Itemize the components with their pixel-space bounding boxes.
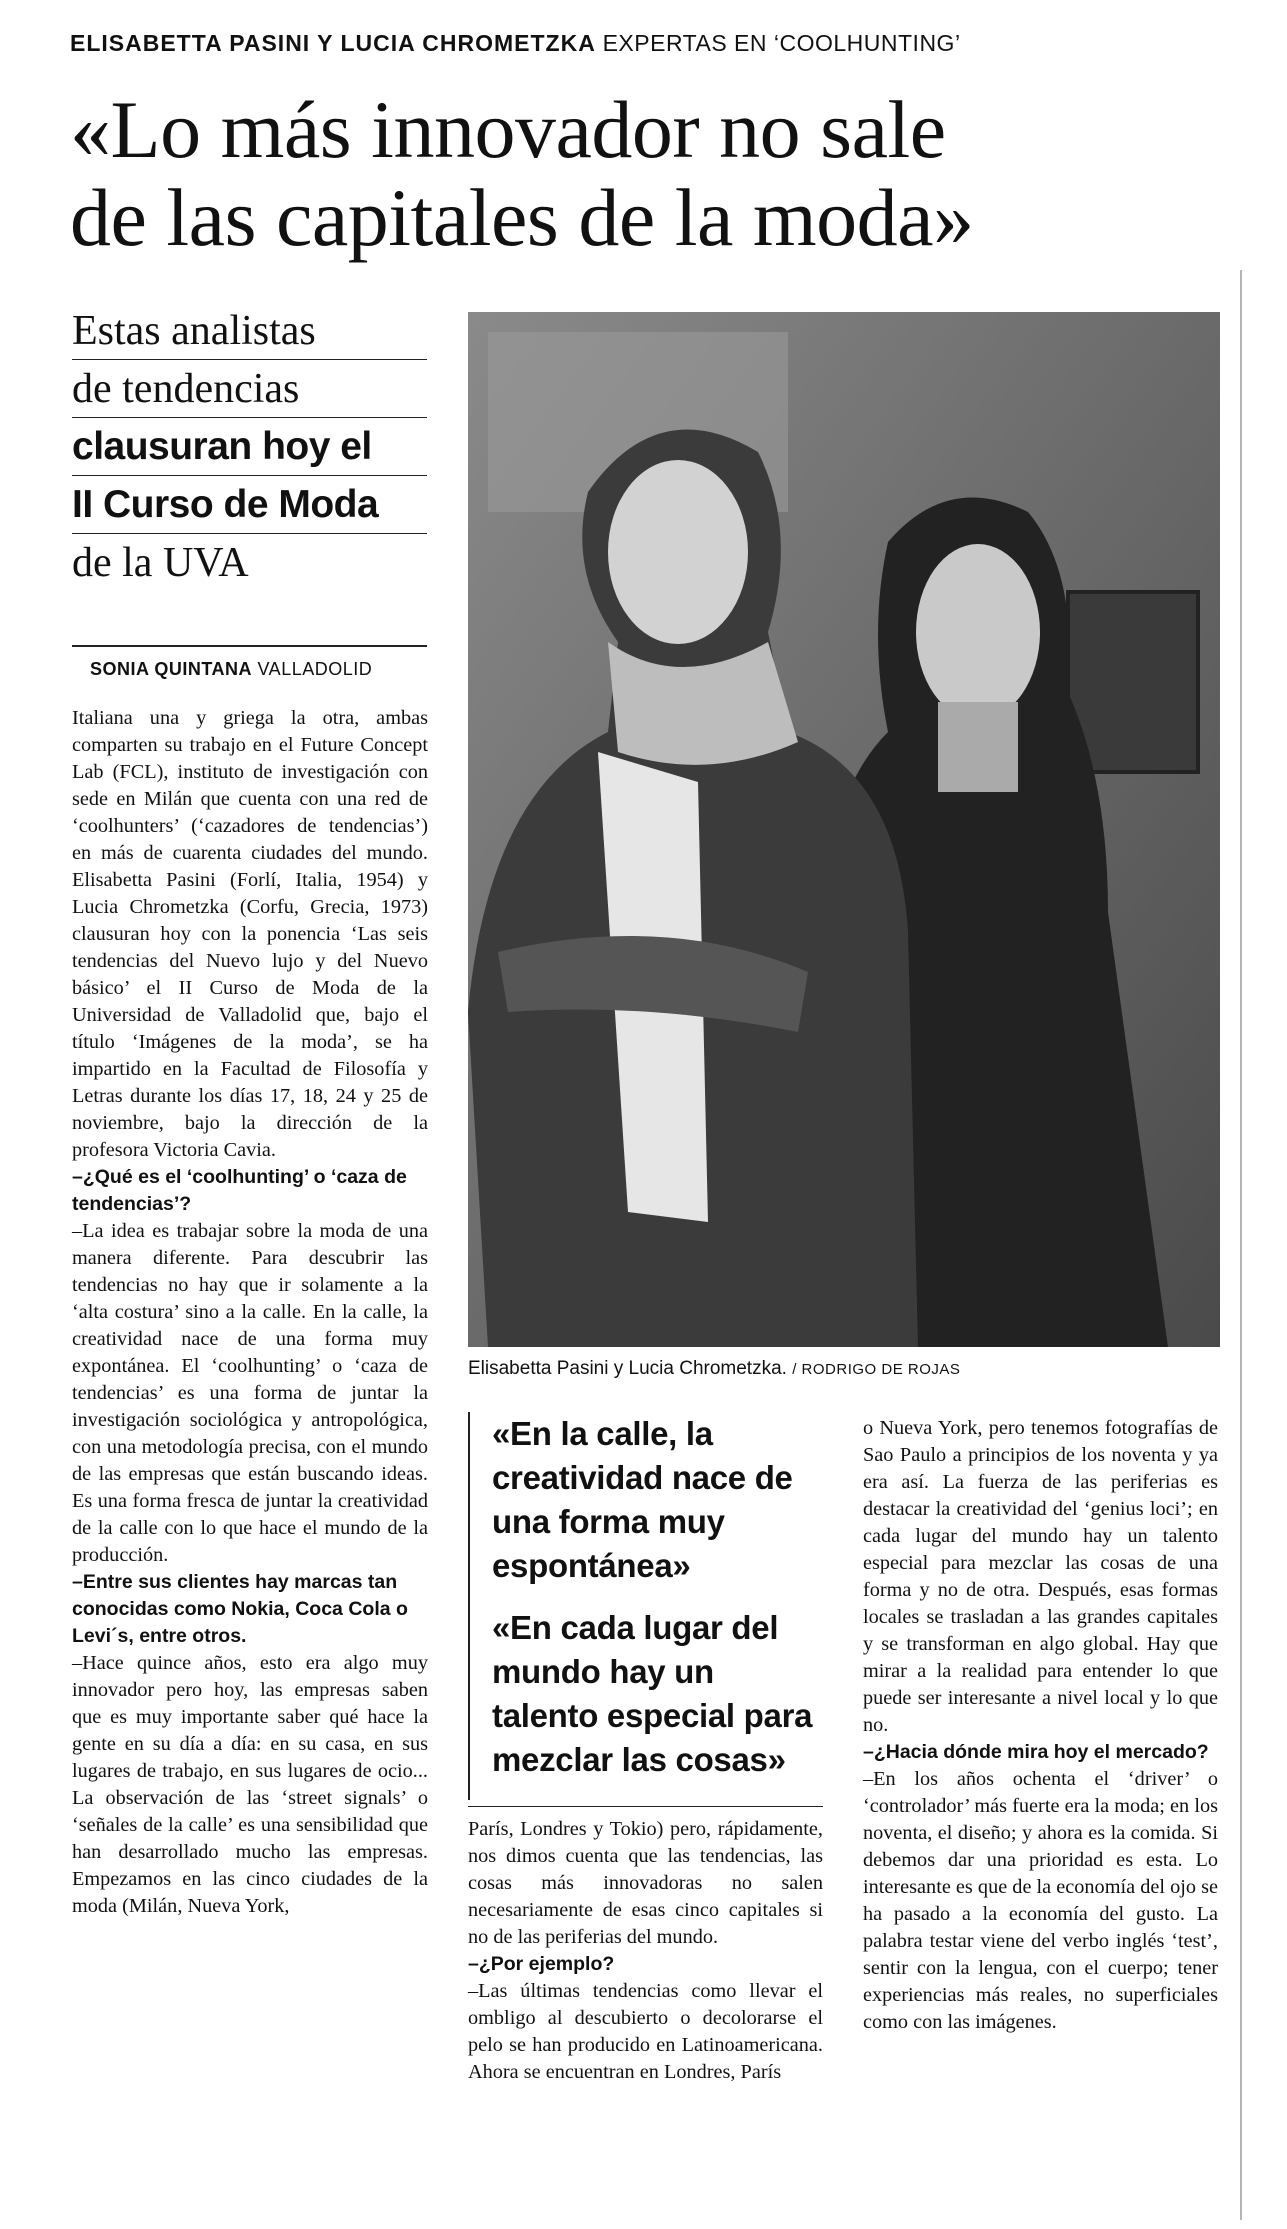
interview-answer: –Las últimas tendencias como llevar el ombligo al descubierto o decolorarse el pelo se han producido en Latinoamericana. Ahora se encuentran en Londres, París [468, 1980, 823, 2083]
interview-answer: –Hace quince años, esto era algo muy innovador pero hoy, las empresas saben que es muy importante saber qué hace la gente en su día a día: en su casa, en sus lugares de trabajo, en sus lugares de ocio... La observación de las ‘street signals’ o ‘señales de la calle’ es una sensibilidad que han desarrollado mucho las empresas. Empezamos en las cinco ciudades de la moda (Milán, Nueva York, [72, 1652, 428, 1917]
byline [72, 645, 427, 680]
interview-answer: –En los años ochenta el ‘driver’ o ‘controlador’ más fuerte era la moda; en los noventa, el diseño; y ahora es la comida. Si debemos dar una prioridad es esta. Lo interesante es que de la economía del ojo se ha pasado a la economía del gusto. La palabra testar viene del verbo inglés ‘test’, sentir con la lengua, con el cuerpo; tener experiencias más reales, no superficiales como con las imágenes. [863, 1768, 1218, 2033]
deck-line: Estas analistas [72, 302, 427, 360]
byline-location: VALLADOLID [257, 659, 373, 679]
deck-line: de la UVA [72, 540, 249, 586]
interview-answer: París, Londres y Tokio) pero, rápidamente, nos dimos cuenta que las tendencias, las cosas más innovadoras no salen necesariamente de esas cinco capitales si no de las periferias del mundo. [468, 1818, 823, 1948]
interview-question: –¿Hacia dónde mira hoy el mercado? [863, 1741, 1209, 1763]
interviewee-role: EXPERTAS EN ‘COOLHUNTING’ [602, 30, 961, 56]
byline-author: SONIA QUINTANA [90, 659, 252, 679]
pull-quote: «En cada lugar del mundo hay un talento especial para mezclar las cosas» [492, 1609, 813, 1778]
headline-line-2: de las capitales de la moda» [70, 172, 974, 263]
interviewee-names: ELISABETTA PASINI Y LUCIA CHROMETZKA [70, 30, 596, 56]
intro-paragraph: Italiana una y griega la otra, ambas comparten su trabajo en el Future Concept Lab (FCL), instituto de investigación con sede en Milán que cuenta con una red de ‘coolhunters’ (‘cazadores de tendencias’) en más de cuarenta ciudades del mundo. Elisabetta Pasini (Forlí, Italia, 1954) y Lucia Chrometzka (Corfu, Grecia, 1973) clausuran hoy con la ponencia ‘Las seis tendencias del Nuevo lujo y del Nuevo básico’ el II Curso de Moda de la Universidad de Valladolid que, bajo el título ‘Imágenes de la moda’, se ha impartido en la Facultad de Filosofía y Letras durante los días 17, 18, 24 y 25 de noviembre, bajo la dirección de la profesora Victoria Cavia. [72, 707, 428, 1161]
deck-line: clausuran hoy el [72, 418, 427, 476]
headline-line-1: «Lo más innovador no sale [70, 84, 946, 175]
pull-quote: «En la calle, la creatividad nace de una forma muy espontánea» [492, 1415, 793, 1584]
deck-line: II Curso de Moda [72, 476, 427, 534]
article-kicker [70, 30, 1220, 57]
caption-text: Elisabetta Pasini y Lucia Chrometzka. [468, 1358, 787, 1379]
article-photo [468, 312, 1220, 1347]
photo-illustration [468, 312, 1220, 1347]
pull-quotes [468, 1412, 823, 1800]
interview-answer: o Nueva York, pero tenemos fotografías de Sao Paulo a principios de los noventa y ya era así. La fuerza de las periferias es destacar la creatividad del ‘genius loci’; en cada lugar del mundo hay un talento especial para mezclar las cosas de una forma y no de otra. Después, esas formas locales se trasladan a las grandes capitales y se transforman en algo global. Hay que mirar a la realidad para entender lo que puede ser interesante a nivel local y lo que no. [863, 1417, 1218, 1736]
page-edge-rule [1240, 270, 1242, 2220]
interview-question: –Entre sus clientes hay marcas tan conocidas como Nokia, Coca Cola o Levi´s, entre otros. [72, 1571, 408, 1647]
interview-answer: –La idea es trabajar sobre la moda de una manera diferente. Para descubrir las tendencias no hay que ir solamente a la ‘alta costura’ sino a la calle. En la calle, la creatividad nace de una forma muy expontánea. El ‘coolhunting’ o ‘caza de tendencias’ es una forma de juntar la investigación sociológica y antropológica, con una metodología precisa, con el mundo de las empresas que están buscando ideas. Es una forma fresca de juntar la creatividad de la calle con lo que hace el mundo de la producción. [72, 1220, 428, 1566]
interview-question: –¿Qué es el ‘coolhunting’ o ‘caza de tendencias’? [72, 1166, 407, 1215]
deck-line: de tendencias [72, 360, 427, 418]
subheadline-deck [72, 302, 427, 592]
interview-question: –¿Por ejemplo? [468, 1953, 615, 1975]
photo-credit: / RODRIGO DE ROJAS [792, 1361, 961, 1378]
photo-caption [468, 1358, 1220, 1380]
headline [70, 86, 1250, 262]
article-column-3 [863, 1415, 1218, 2036]
pull-quote-divider [468, 1806, 823, 1807]
article-column-2 [468, 1816, 823, 2086]
article-column-1 [72, 705, 428, 1920]
